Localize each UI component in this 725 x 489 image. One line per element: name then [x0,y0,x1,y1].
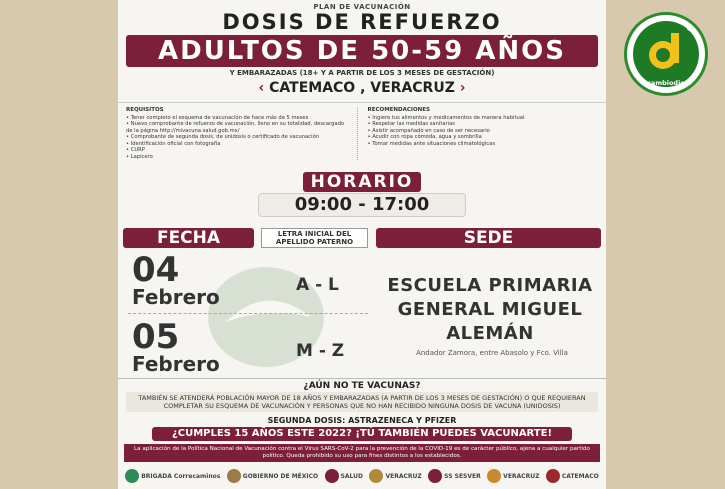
recommendation-item: • Respetar las medidas sanitarias [367,121,456,127]
venue-header: SEDE [376,228,601,248]
venue-name: ESCUELA PRIMARIA GENERAL MIGUEL ALEMÁN [387,275,593,344]
date-month: Febrero [132,285,220,309]
date-row-2 [132,317,220,376]
recommendations-column [357,107,599,160]
brigada-logo: BRIGADA Correcaminos [125,469,220,483]
schedule-block [118,172,606,217]
brand-name: cambiodigital [647,79,697,87]
requirements-item: • Nuevo comprobante de refuerzo de vacunación, lleno en su totalidad, descargado [126,121,345,127]
recommendation-item: • Acudir con ropa cómoda, agua y sombrilla [367,134,482,140]
seal-icon [227,469,241,483]
info-section [118,102,606,160]
location-text: CATEMACO , VERACRUZ [269,80,455,96]
venue-address: Andador Zamora, entre Abasolo y Fco. Villa [416,349,568,357]
catemaco-logo: CATEMACO [546,469,599,483]
divider [118,378,606,379]
sesver-logo: SS SESVER [428,469,481,483]
seal-icon [546,469,560,483]
requirements-item: • Identificación oficial con fotografía [126,140,221,147]
letters-range-2: M - Z [296,341,345,361]
date-header: FECHA [123,228,254,248]
date-day: 05 [132,317,180,357]
question-heading: ¿AÚN NO TE VACUNAS? [303,381,421,391]
seal-icon [325,469,339,483]
registered-mark: ® [686,25,693,33]
recommendation-item: • Tomar medidas ante situaciones climatológicas [367,140,496,147]
seal-icon [487,469,501,483]
title-booster: DOSIS DE REFUERZO [222,10,502,34]
seal-icon [428,469,442,483]
salud-logo: SALUD [325,469,363,483]
schedule-label: HORARIO [303,172,422,192]
requirements-item: • CURP [126,147,145,153]
plan-label: PLAN DE VACUNACIÓN [313,3,411,11]
legal-notice: La aplicación de la Política Nacional de Vacunación contra el Virus SARS-CoV-2 para la prevención de la COVID-19 es de carácter público, ajena a cualquier partido político. Queda prohibido su uso para fines distintos a los establecidos. [124,444,600,462]
requirements-item: • Lapicero [126,153,153,160]
sponsor-logos [118,463,606,489]
requirements-title: REQUISITOS [126,107,164,113]
recommendation-item: • Asistir acompañado en caso de ser necesario [367,127,490,134]
chevron-right-icon: › [459,80,466,96]
gobierno-logo: GOBIERNO DE MÉXICO [227,469,318,483]
brand-circle [633,21,699,87]
letter-header: LETRA INICIAL DEL APELLIDO PATERNO [261,228,368,248]
requirements-item: de la página http://mivacuna.salud.gob.mx/ [126,127,240,134]
date-day: 04 [132,250,180,290]
date-row-1 [132,250,220,309]
requirements-column [126,107,357,160]
vaccination-poster [118,0,606,489]
recommendation-item: • Ingiere tus alimentos y medicamentos de manera habitual [367,114,525,121]
row-divider [128,313,368,314]
location [118,80,606,96]
chevron-left-icon: ‹ [258,80,265,96]
shield-icon [369,469,383,483]
requirements-item: • Tener completo el esquema de vacunación de hace más de 5 meses [126,114,309,121]
schedule-hours: 09:00 - 17:00 [258,193,466,217]
letters-range-1: A - L [296,275,339,295]
veracruz-state-logo: VERACRUZ [487,469,539,483]
date-month: Febrero [132,352,220,376]
recommendations-title: RECOMENDACIONES [367,107,430,113]
fifteen-banner: ¿CUMPLES 15 AÑOS ESTE 2022? ¡TÚ TAMBIÉN PUEDES VACUNARTE! [152,427,572,441]
subtitle-pregnant: Y EMBARAZADAS (18+ Y A PARTIR DE LOS 3 MESES DE GESTACIÓN) [229,69,495,77]
second-dose-note: SEGUNDA DOSIS: ASTRAZENECA Y PFIZER [267,416,457,425]
veracruz-logo: VERACRUZ [369,469,421,483]
title-age-group: ADULTOS DE 50-59 AÑOS [126,35,598,67]
also-attend-note: TAMBIÉN SE ATENDERÁ POBLACIÓN MAYOR DE 18 AÑOS Y EMBARAZADAS (A PARTIR DE LOS 3 MESES DE GESTACIÓN) O QUE REQUIERAN COMPLETAR SU ESQUEMA DE VACUNACIÓN Y PERSONAS QUE NO HAN RECIBIDO NINGUNA DOSIS DE VACUNA (UNIDOSIS) [126,392,598,412]
cambiodigital-logo[interactable] [624,12,708,96]
bird-icon [125,469,139,483]
requirements-item: • Comprobante de segunda dosis, de unidosis o certificado de vacunación [126,134,320,140]
